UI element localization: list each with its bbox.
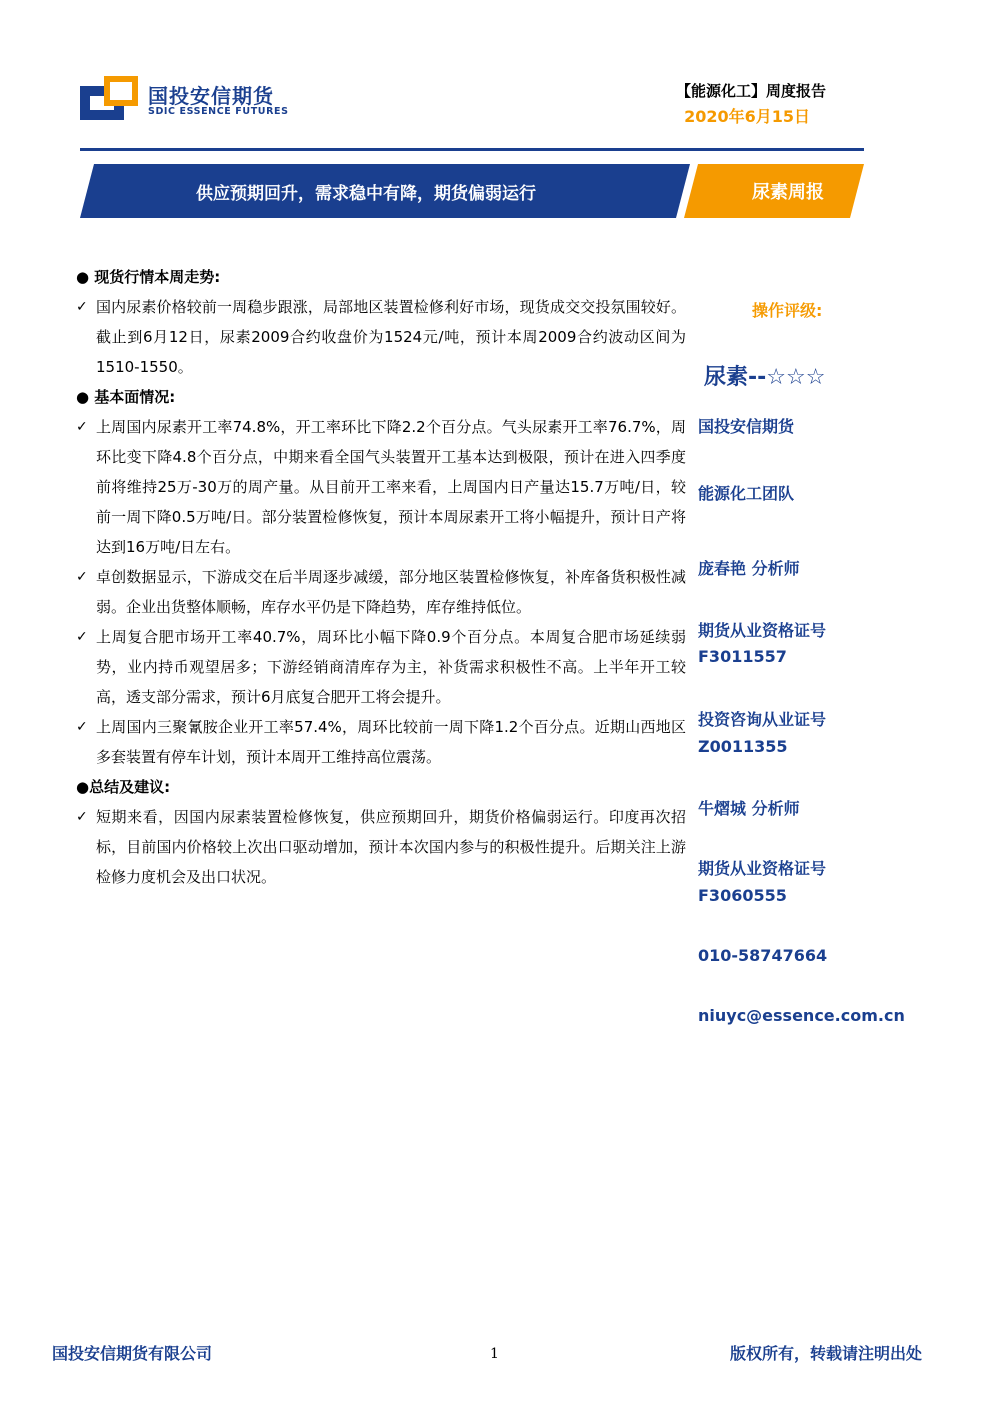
sidebar-company: 国投安信期货 [698, 417, 795, 436]
list-item [76, 292, 686, 382]
section-summary [76, 772, 686, 892]
header-divider [80, 148, 864, 151]
section-heading: ● 现货行情本周走势: [76, 268, 221, 286]
banner-title: 供应预期回升，需求稳中有降，期货偏弱运行 [196, 184, 536, 204]
section-heading: ● 基本面情况: [76, 388, 176, 406]
sidebar-analyst-1-consult-label: 投资咨询从业证号 [698, 710, 827, 729]
company-logo-icon [80, 76, 138, 120]
list-item [76, 802, 686, 892]
sidebar-email: niuyc@essence.com.cn [698, 1006, 905, 1025]
list-item [76, 562, 686, 622]
footer-copyright: 版权所有，转载请注明出处 [730, 1344, 923, 1363]
item-text: 卓创数据显示，下游成交在后半周逐步减缓，部分地区装置检修恢复，补库备货积极性减弱。企业出货整体顺畅，库存水平仍是下降趋势，库存维持低位。 [96, 568, 686, 616]
sidebar-analyst-1: 庞春艳 分析师 [698, 559, 800, 578]
page-number: 1 [490, 1346, 499, 1362]
item-text: 上周国内三聚氰胺企业开工率57.4%，周环比较前一周下降1.2个百分点。近期山西地区多套装置有停车计划，预计本周开工维持高位震荡。 [96, 718, 686, 766]
list-item [76, 622, 686, 712]
sidebar-analyst-1-consult: Z0011355 [698, 737, 788, 756]
item-text: 上周复合肥市场开工率40.7%，周环比小幅下降0.9个百分点。本周复合肥市场延续弱势，业内持币观望居多；下游经销商清库存为主，补货需求积极性不高。上半年开工较高，透支部分需求，预计6月底复合肥开工将会提升。 [96, 628, 686, 706]
sidebar-analyst-2-cert-label: 期货从业资格证号 [698, 859, 827, 878]
checkmark-icon: ✓ [76, 719, 88, 735]
sidebar-phone: 010-58747664 [698, 946, 828, 965]
checkmark-icon: ✓ [76, 569, 88, 585]
main-content [76, 262, 686, 892]
item-text: 上周国内尿素开工率74.8%，开工率环比下降2.2个百分点。气头尿素开工率76.7%，周环比变下降4.8个百分点，中期来看全国气头装置开工基本达到极限，预计在进入四季度前将维持25万-30万的周产量。从目前开工率来看，上周国内日产量达15.7万吨/日，较前一周下降0.5万吨/日。部分装置检修恢复，预计本周尿素开工将小幅提升，预计日产将达到16万吨/日左右。 [96, 418, 686, 556]
logo-company-name: 国投安信期货 [148, 84, 274, 108]
rating-value: 尿素--☆☆☆ [704, 365, 826, 390]
item-text: 短期来看，因国内尿素装置检修恢复，供应预期回升，期货价格偏弱运行。印度再次招标，目前国内价格较上次出口驱动增加，预计本次国内参与的积极性提升。后期关注上游检修力度机会及出口状况。 [96, 808, 686, 886]
list-item [76, 412, 686, 562]
checkmark-icon: ✓ [76, 299, 88, 315]
sidebar-analyst-2: 牛熠城 分析师 [698, 799, 800, 818]
checkmark-icon: ✓ [76, 809, 88, 825]
sidebar-team: 能源化工团队 [698, 484, 795, 503]
section-spot-market [76, 262, 686, 382]
section-heading: ●总结及建议: [76, 778, 171, 796]
sidebar-analyst-1-cert-label: 期货从业资格证号 [698, 621, 827, 640]
list-item [76, 712, 686, 772]
banner-tag: 尿素周报 [752, 182, 824, 203]
logo-english-name: SDIC ESSENCE FUTURES [148, 106, 289, 117]
checkmark-icon: ✓ [76, 419, 88, 435]
sidebar-analyst-2-cert: F3060555 [698, 886, 787, 905]
section-fundamentals [76, 382, 686, 772]
item-text: 国内尿素价格较前一周稳步跟涨，局部地区装置检修利好市场，现货成交交投氛围较好。截止到6月12日，尿素2009合约收盘价为1524元/吨，预计本周2009合约波动区间为1510-1550。 [96, 298, 686, 376]
report-date: 2020年6月15日 [684, 107, 810, 126]
report-type: 【能源化工】周度报告 [675, 82, 826, 100]
checkmark-icon: ✓ [76, 629, 88, 645]
rating-label: 操作评级: [752, 301, 823, 320]
sidebar-analyst-1-cert: F3011557 [698, 647, 787, 666]
footer-company: 国投安信期货有限公司 [52, 1344, 213, 1363]
